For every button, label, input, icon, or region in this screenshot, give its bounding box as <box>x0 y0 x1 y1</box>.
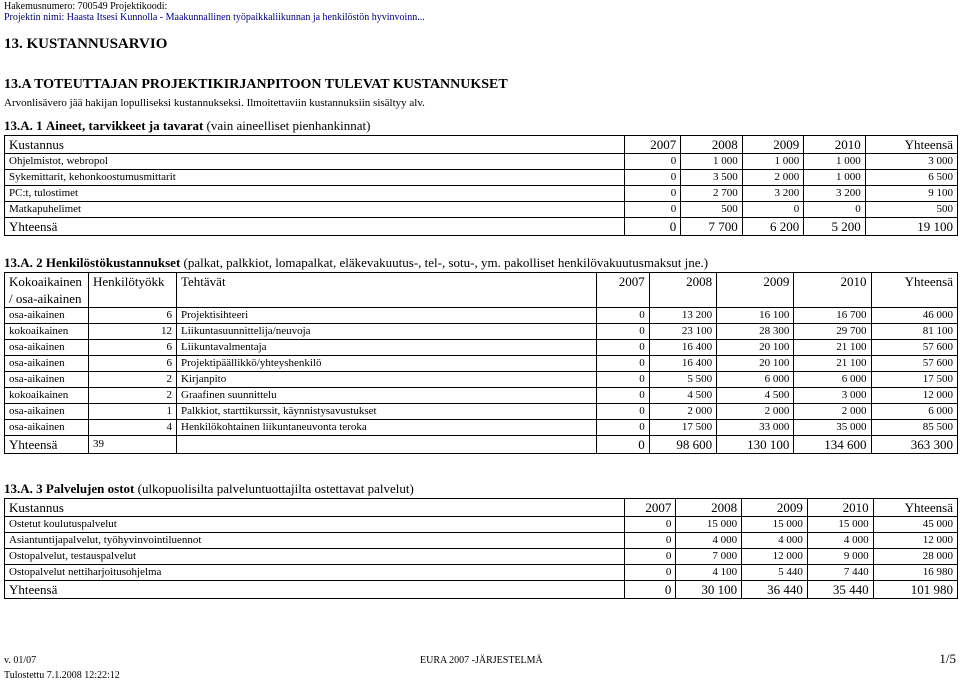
table-cell: 16 100 <box>717 308 794 324</box>
table-cell: 2 <box>89 372 177 388</box>
column-header: 2007 <box>597 273 650 308</box>
table-cell: 7 700 <box>681 218 742 236</box>
table-cell: 1 <box>89 404 177 420</box>
table-cell: 5 500 <box>649 372 716 388</box>
services-table <box>4 498 958 599</box>
footer-page-number: 1/5 <box>939 651 956 666</box>
footer-version: v. 01/07 <box>4 655 37 666</box>
table-row <box>5 202 958 218</box>
table-cell: 4 500 <box>649 388 716 404</box>
table-cell: Palkkiot, starttikurssit, käynnistysavustukset <box>177 404 597 420</box>
table-cell: 29 700 <box>794 324 871 340</box>
table-cell: 2 700 <box>681 186 742 202</box>
personnel-table <box>4 272 958 454</box>
table-cell: Ostopalvelut nettiharjoitusohjelma <box>5 565 625 581</box>
table-row <box>5 308 958 324</box>
table-row <box>5 549 958 565</box>
table-cell: Ohjelmistot, webropol <box>5 154 625 170</box>
table-cell: 13 200 <box>649 308 716 324</box>
table-cell: Kirjanpito <box>177 372 597 388</box>
table-cell: 6 <box>89 356 177 372</box>
table-cell: 4 100 <box>676 565 742 581</box>
table-cell: 12 000 <box>742 549 808 565</box>
column-header: Yhteensä <box>873 499 957 517</box>
table-row <box>5 154 958 170</box>
table-cell: 0 <box>625 565 676 581</box>
table-cell: Ostopalvelut, testauspalvelut <box>5 549 625 565</box>
table-cell: 3 200 <box>804 186 865 202</box>
services-heading-note: (ulkopuolisilta palveluntuottajilta ostettavat palvelut) <box>137 481 414 496</box>
table-cell: 1 000 <box>681 154 742 170</box>
column-header: 2007 <box>625 136 681 154</box>
table-cell: 15 000 <box>676 517 742 533</box>
column-header: Henkilötyökk <box>89 273 177 308</box>
table-cell: 30 100 <box>676 581 742 599</box>
table-row <box>5 356 958 372</box>
column-header-line: Kokoaikainen <box>9 274 82 289</box>
services-heading-title: Palvelujen ostot <box>45 481 135 496</box>
column-header: 2008 <box>676 499 742 517</box>
table-cell: 5 200 <box>804 218 865 236</box>
table-cell: osa-aikainen <box>5 340 89 356</box>
column-header: 2010 <box>807 499 873 517</box>
table-cell: 20 100 <box>717 340 794 356</box>
table-cell: Ostetut koulutuspalvelut <box>5 517 625 533</box>
table-cell: 4 000 <box>807 533 873 549</box>
column-header: Tehtävät <box>177 273 597 308</box>
table-cell: 0 <box>597 436 650 454</box>
table-cell: 1 000 <box>804 154 865 170</box>
table-cell: 0 <box>625 154 681 170</box>
table-cell: 0 <box>597 420 650 436</box>
table-cell: 85 500 <box>871 420 957 436</box>
table-cell: 1 000 <box>804 170 865 186</box>
table-cell: 17 500 <box>871 372 957 388</box>
table-cell: 6 000 <box>794 372 871 388</box>
services-heading-code: 13.A. 3 <box>4 481 43 496</box>
table-cell: 28 000 <box>873 549 957 565</box>
table-cell: 17 500 <box>649 420 716 436</box>
services-heading <box>4 481 414 497</box>
table-cell: 35 000 <box>794 420 871 436</box>
personnel-heading <box>4 255 708 271</box>
table-row <box>5 170 958 186</box>
total-row <box>5 581 958 599</box>
table-cell: Projektipäällikkö/yhteyshenkilö <box>177 356 597 372</box>
table-cell: 3 000 <box>865 154 957 170</box>
table-cell: 6 <box>89 308 177 324</box>
table-cell: 98 600 <box>649 436 716 454</box>
table-cell: osa-aikainen <box>5 420 89 436</box>
table-cell: Liikuntasuunnittelija/neuvoja <box>177 324 597 340</box>
table-cell: 0 <box>625 202 681 218</box>
table-cell: 28 300 <box>717 324 794 340</box>
total-row <box>5 436 958 454</box>
table-cell: 33 000 <box>717 420 794 436</box>
table-row <box>5 388 958 404</box>
table-cell: 16 400 <box>649 340 716 356</box>
column-header: Yhteensä <box>871 273 957 308</box>
table-cell: 57 600 <box>871 356 957 372</box>
table-row <box>5 372 958 388</box>
personnel-heading-code: 13.A. 2 <box>4 255 43 270</box>
table-cell: 363 300 <box>871 436 957 454</box>
column-header <box>5 273 89 308</box>
table-cell: 0 <box>625 517 676 533</box>
table-cell: kokoaikainen <box>5 388 89 404</box>
table-cell: 500 <box>681 202 742 218</box>
table-cell: 0 <box>625 218 681 236</box>
table-cell: Henkilökohtainen liikuntaneuvonta teroka <box>177 420 597 436</box>
column-header: Kustannus <box>5 136 625 154</box>
column-header: 2009 <box>742 136 803 154</box>
table-cell: 5 440 <box>742 565 808 581</box>
column-header-line: / osa-aikainen <box>9 291 82 306</box>
table-cell: 134 600 <box>794 436 871 454</box>
column-header: Kustannus <box>5 499 625 517</box>
table-cell: 19 100 <box>865 218 957 236</box>
table-cell: 0 <box>804 202 865 218</box>
table-cell: 16 700 <box>794 308 871 324</box>
table-cell: 23 100 <box>649 324 716 340</box>
table-header-row <box>5 136 958 154</box>
table-cell: Asiantuntijapalvelut, työhyvinvointiluennot <box>5 533 625 549</box>
table-cell: 4 000 <box>676 533 742 549</box>
column-header: 2010 <box>794 273 871 308</box>
column-header: 2009 <box>717 273 794 308</box>
table-cell: Yhteensä <box>5 436 89 454</box>
column-header: 2008 <box>649 273 716 308</box>
table-cell: 15 000 <box>807 517 873 533</box>
table-cell: Yhteensä <box>5 218 625 236</box>
section-title: 13.A TOTEUTTAJAN PROJEKTIKIRJANPITOON TULEVAT KUSTANNUKSET <box>4 77 508 92</box>
table-cell: 0 <box>742 202 803 218</box>
column-header: 2010 <box>804 136 865 154</box>
table-cell: Sykemittarit, kehonkoostumusmittarit <box>5 170 625 186</box>
table-cell: 21 100 <box>794 356 871 372</box>
table-cell: 12 000 <box>873 533 957 549</box>
table-cell: 1 000 <box>742 154 803 170</box>
footer-system: EURA 2007 -JÄRJESTELMÄ <box>420 655 543 666</box>
table-cell: 0 <box>597 324 650 340</box>
table-cell: 4 000 <box>742 533 808 549</box>
table-cell: 21 100 <box>794 340 871 356</box>
column-header: Yhteensä <box>865 136 957 154</box>
table-cell: 9 100 <box>865 186 957 202</box>
table-row <box>5 340 958 356</box>
total-row <box>5 218 958 236</box>
table-cell: 3 500 <box>681 170 742 186</box>
table-cell: Yhteensä <box>5 581 625 599</box>
table-cell: Liikuntavalmentaja <box>177 340 597 356</box>
table-cell: 12 <box>89 324 177 340</box>
table-cell: 2 000 <box>742 170 803 186</box>
table-cell: osa-aikainen <box>5 372 89 388</box>
table-cell: 0 <box>597 404 650 420</box>
table-cell: 0 <box>597 372 650 388</box>
table-cell: 4 500 <box>717 388 794 404</box>
column-header: 2008 <box>681 136 742 154</box>
table-row <box>5 186 958 202</box>
materials-heading <box>4 118 370 134</box>
table-cell: osa-aikainen <box>5 308 89 324</box>
table-cell: PC:t, tulostimet <box>5 186 625 202</box>
personnel-heading-note: (palkat, palkkiot, lomapalkat, eläkevakuutus-, tel-, sotu-, ym. pakolliset henkilövakuutusmaksut jne.) <box>183 255 709 270</box>
table-cell: 4 <box>89 420 177 436</box>
personnel-heading-title: Henkilöstökustannukset <box>45 255 181 270</box>
table-cell: 20 100 <box>717 356 794 372</box>
footer-printed: Tulostettu 7.1.2008 12:22:12 <box>4 670 120 681</box>
table-cell: 16 400 <box>649 356 716 372</box>
table-cell: kokoaikainen <box>5 324 89 340</box>
table-cell: 16 980 <box>873 565 957 581</box>
table-cell: 35 440 <box>807 581 873 599</box>
table-header-row <box>5 273 958 308</box>
table-row <box>5 533 958 549</box>
materials-heading-note: (vain aineelliset pienhankinnat) <box>206 118 371 133</box>
table-cell: 9 000 <box>807 549 873 565</box>
table-cell: 12 000 <box>871 388 957 404</box>
table-row <box>5 565 958 581</box>
table-cell: osa-aikainen <box>5 404 89 420</box>
table-row <box>5 420 958 436</box>
table-cell: 46 000 <box>871 308 957 324</box>
materials-table <box>4 135 958 236</box>
table-cell: 0 <box>625 186 681 202</box>
project-name: Projektin nimi: Haasta Itsesi Kunnolla - Maakunnallinen työpaikkaliikunnan ja henkilöstön hyvinvoinn... <box>4 12 425 23</box>
table-cell: 0 <box>597 308 650 324</box>
materials-heading-code: 13.A. 1 <box>4 118 43 133</box>
table-cell: 3 200 <box>742 186 803 202</box>
table-cell: 6 000 <box>717 372 794 388</box>
table-cell: 45 000 <box>873 517 957 533</box>
table-cell: 0 <box>625 581 676 599</box>
table-cell: 6 <box>89 340 177 356</box>
table-cell: 36 440 <box>742 581 808 599</box>
table-cell: 0 <box>597 356 650 372</box>
table-header-row <box>5 499 958 517</box>
table-cell: 7 000 <box>676 549 742 565</box>
table-cell <box>177 436 597 454</box>
table-cell: 81 100 <box>871 324 957 340</box>
table-row <box>5 324 958 340</box>
table-cell: 500 <box>865 202 957 218</box>
table-cell: 0 <box>597 340 650 356</box>
table-cell: 6 200 <box>742 218 803 236</box>
application-number: Hakemusnumero: 700549 Projektikoodi: <box>4 1 168 12</box>
page-title: 13. KUSTANNUSARVIO <box>4 36 168 52</box>
table-cell: 0 <box>625 170 681 186</box>
table-cell: 7 440 <box>807 565 873 581</box>
table-cell: 101 980 <box>873 581 957 599</box>
table-cell: 2 000 <box>794 404 871 420</box>
table-cell: 2 <box>89 388 177 404</box>
table-cell: Graafinen suunnittelu <box>177 388 597 404</box>
table-cell: 2 000 <box>649 404 716 420</box>
table-cell: osa-aikainen <box>5 356 89 372</box>
table-cell: Projektisihteeri <box>177 308 597 324</box>
table-cell: 130 100 <box>717 436 794 454</box>
table-cell: 15 000 <box>742 517 808 533</box>
table-cell: 2 000 <box>717 404 794 420</box>
table-cell: 6 500 <box>865 170 957 186</box>
table-cell: 6 000 <box>871 404 957 420</box>
column-header: 2009 <box>742 499 808 517</box>
materials-heading-title: Aineet, tarvikkeet ja tavarat <box>45 118 204 133</box>
table-cell: 3 000 <box>794 388 871 404</box>
column-header: 2007 <box>625 499 676 517</box>
table-cell: Matkapuhelimet <box>5 202 625 218</box>
table-cell: 39 <box>89 436 177 454</box>
table-row <box>5 517 958 533</box>
table-cell: 0 <box>625 533 676 549</box>
table-cell: 0 <box>625 549 676 565</box>
table-cell: 0 <box>597 388 650 404</box>
table-cell: 57 600 <box>871 340 957 356</box>
vat-note: Arvonlisävero jää hakijan lopulliseksi kustannukseksi. Ilmoitettaviin kustannuksiin sisältyy alv. <box>4 97 425 109</box>
table-row <box>5 404 958 420</box>
